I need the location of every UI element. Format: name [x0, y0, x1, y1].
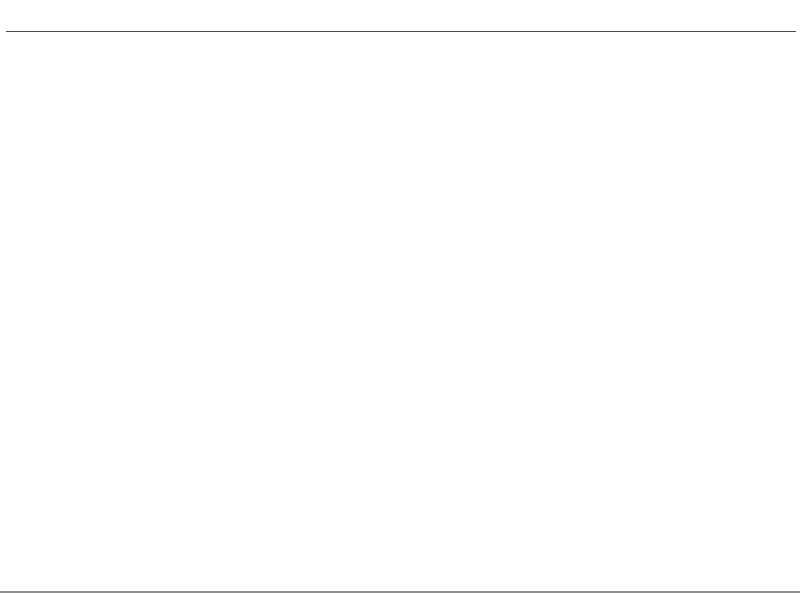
header-divider: [6, 31, 796, 32]
